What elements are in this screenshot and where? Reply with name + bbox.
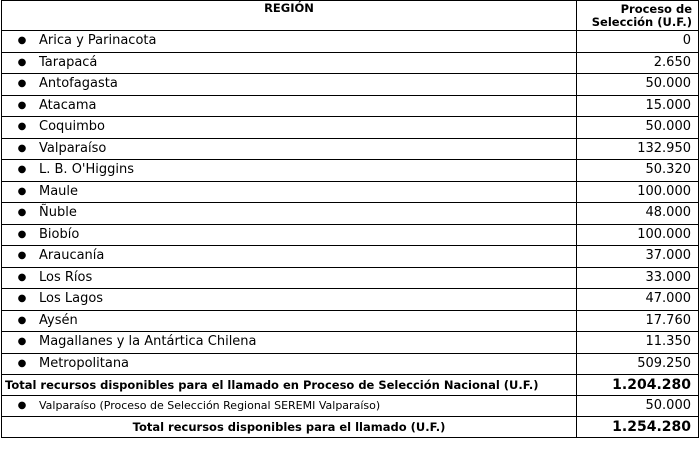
region-value: 50.000 (577, 74, 699, 96)
region-value: 48.000 (577, 203, 699, 225)
bullet-icon: ● (17, 293, 27, 304)
region-row (2, 74, 699, 96)
region-cell (2, 289, 577, 311)
national-total-value: 1.204.280 (577, 375, 699, 396)
resources-table (1, 0, 699, 438)
region-row (2, 203, 699, 225)
bullet-icon: ● (17, 121, 27, 132)
region-value: 11.350 (577, 332, 699, 354)
region-row (2, 353, 699, 375)
region-value: 132.950 (577, 138, 699, 160)
region-row (2, 224, 699, 246)
bullet-icon: ● (17, 185, 27, 197)
bullet-icon: ● (17, 314, 27, 326)
region-name: Valparaíso (39, 140, 107, 156)
region-name: Araucanía (39, 248, 105, 263)
region-row (2, 138, 699, 160)
bullet-icon: ● (17, 336, 27, 347)
bullet-icon: ● (17, 357, 27, 369)
bullet-icon: ● (17, 207, 27, 218)
grand-total-value: 1.254.280 (577, 417, 699, 438)
region-value: 100.000 (577, 224, 699, 246)
region-cell (2, 203, 577, 225)
regional-value: 50.000 (577, 396, 699, 417)
region-row (2, 160, 699, 182)
region-row (2, 246, 699, 268)
region-cell (2, 74, 577, 96)
region-cell (2, 332, 577, 354)
region-name: Arica y Parinacota (39, 33, 157, 48)
region-value: 509.250 (577, 353, 699, 375)
regional-label (2, 396, 577, 417)
bullet-icon: ● (17, 35, 27, 46)
region-name: Biobío (39, 226, 80, 242)
region-row (2, 117, 699, 139)
bullet-icon: ● (17, 142, 27, 154)
grand-total-label: Total recursos disponibles para el llamado (U.F.) (2, 417, 577, 438)
region-row (2, 267, 699, 289)
region-cell (2, 224, 577, 246)
region-value: 37.000 (577, 246, 699, 268)
sub-row (2, 396, 699, 417)
region-cell (2, 138, 577, 160)
region-name: L. B. O'Higgins (39, 162, 135, 177)
bullet-icon: ● (17, 271, 27, 283)
region-row (2, 31, 699, 53)
region-cell (2, 52, 577, 74)
process-header: Proceso de Selección (U.F.) (577, 1, 699, 31)
region-header: REGIÓN (2, 1, 577, 31)
region-value: 33.000 (577, 267, 699, 289)
national-total-label: Total recursos disponibles para el llamado en Proceso de Selección Nacional (U.F.) (2, 375, 577, 396)
region-row (2, 181, 699, 203)
region-name: Magallanes y la Antártica Chilena (39, 334, 257, 349)
region-value: 50.000 (577, 117, 699, 139)
region-name: Ñuble (39, 205, 77, 220)
region-value: 17.760 (577, 310, 699, 332)
region-row (2, 310, 699, 332)
region-cell (2, 246, 577, 268)
region-name: Los Lagos (39, 291, 104, 306)
bullet-icon: ● (17, 164, 27, 175)
region-cell (2, 267, 577, 289)
region-cell (2, 117, 577, 139)
region-name: Maule (39, 183, 79, 199)
region-cell (2, 310, 577, 332)
bullet-icon: ● (17, 228, 27, 240)
region-name: Atacama (39, 97, 97, 113)
region-row (2, 332, 699, 354)
region-row (2, 95, 699, 117)
region-value: 50.320 (577, 160, 699, 182)
region-row (2, 289, 699, 311)
region-cell (2, 181, 577, 203)
bullet-icon: ● (17, 56, 27, 68)
region-value: 15.000 (577, 95, 699, 117)
bullet-icon: ● (17, 400, 27, 411)
grand-row (2, 417, 699, 438)
region-name: Metropolitana (39, 355, 130, 371)
region-cell (2, 353, 577, 375)
region-name: Coquimbo (39, 119, 106, 134)
region-cell (2, 95, 577, 117)
region-value: 100.000 (577, 181, 699, 203)
region-value: 2.650 (577, 52, 699, 74)
region-name: Antofagasta (39, 76, 118, 91)
region-value: 0 (577, 31, 699, 53)
region-name: Tarapacá (39, 54, 98, 70)
region-name: Aysén (39, 312, 78, 328)
region-cell (2, 160, 577, 182)
bullet-icon: ● (17, 78, 27, 89)
bullet-icon: ● (17, 99, 27, 111)
regional-label-text: Valparaíso (Proceso de Selección Regional SEREMI Valparaíso) (39, 399, 381, 412)
total-row (2, 375, 699, 396)
region-cell (2, 31, 577, 53)
header-row (2, 1, 699, 31)
bullet-icon: ● (17, 250, 27, 261)
region-row (2, 52, 699, 74)
region-name: Los Ríos (39, 269, 93, 285)
region-value: 47.000 (577, 289, 699, 311)
